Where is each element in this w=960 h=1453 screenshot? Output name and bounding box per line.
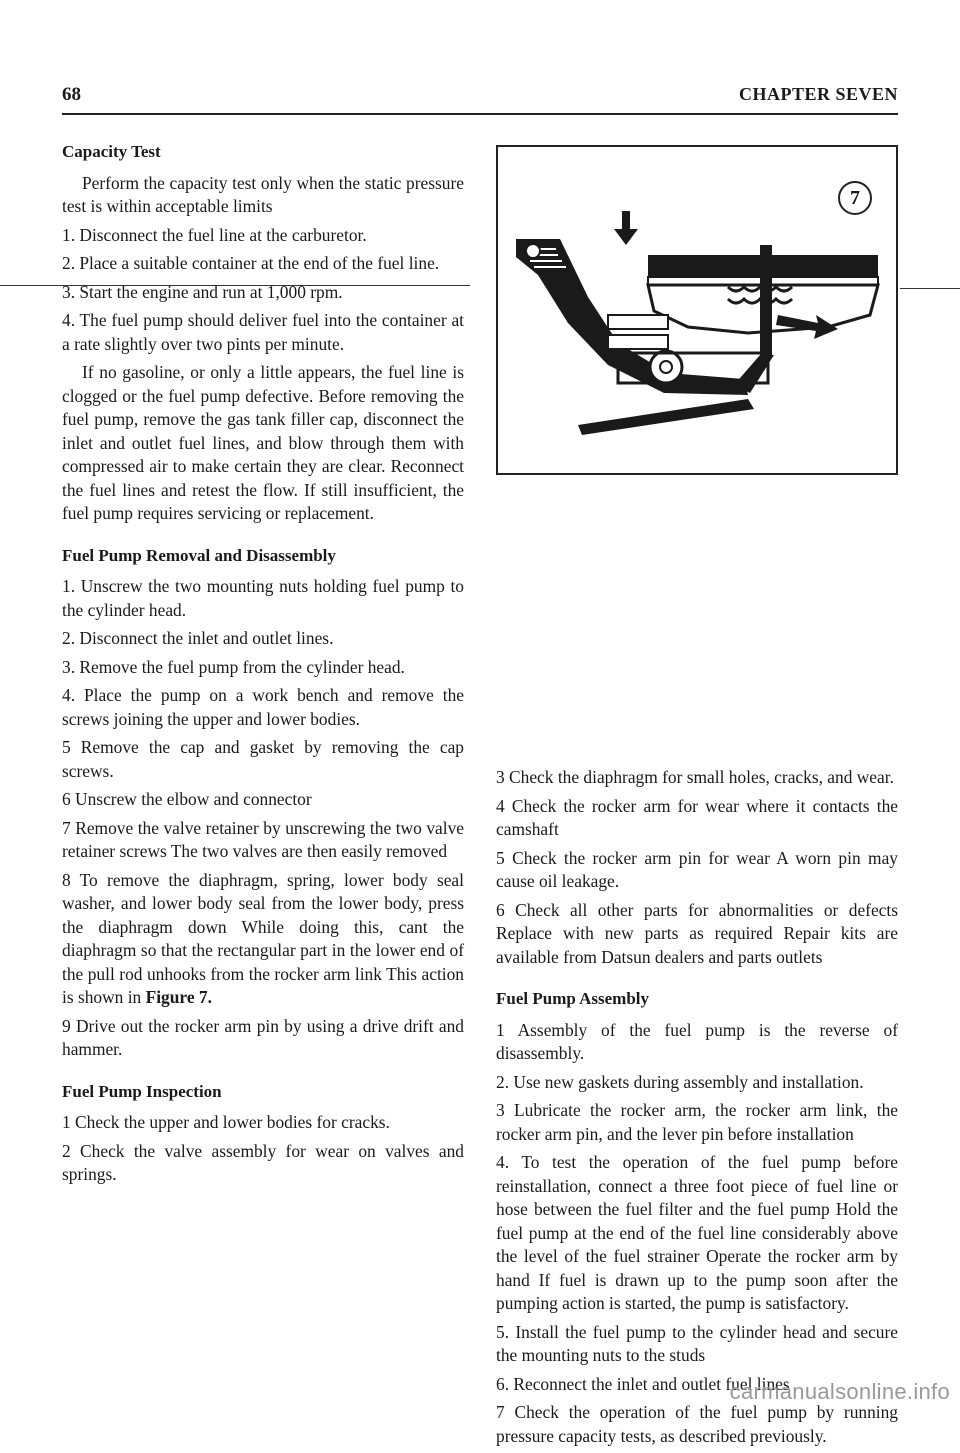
- left-column: [62, 140, 464, 1192]
- capacity-step: 4. The fuel pump should deliver fuel into the container at a rate slightly over two pints per minute.: [62, 310, 464, 354]
- figure-reference-link[interactable]: Figure 7.: [145, 987, 212, 1007]
- assembly-step: 6. Reconnect the inlet and outlet fuel lines: [496, 1373, 790, 1394]
- removal-step-with-ref: [62, 869, 464, 1010]
- capacity-step: 1. Disconnect the fuel line at the carburetor.: [62, 224, 367, 245]
- assembly-step: 5. Install the fuel pump to the cylinder head and secure the mounting nuts to the studs: [496, 1321, 898, 1365]
- fuel-pump-illustration: [498, 147, 896, 473]
- inspection-step: 2 Check the valve assembly for wear on valves and springs.: [62, 1140, 464, 1184]
- inspection-step: 6 Check all other parts for abnormalities or defects Replace with new parts as required Repair kits are available from Datsun dealers and parts outlets: [496, 899, 898, 967]
- scan-artifact-line: [900, 288, 960, 289]
- page-header: [62, 84, 898, 114]
- removal-step: 4. Place the pump on a work bench and remove the screws joining the upper and lower bodies.: [62, 685, 464, 729]
- removal-step: 6 Unscrew the elbow and connector: [62, 789, 312, 809]
- assembly-step: 3 Lubricate the rocker arm, the rocker arm link, the rocker arm pin, and the lever pin before installation: [496, 1100, 898, 1144]
- arrow-down-icon: [614, 211, 638, 245]
- inspection-step: 1 Check the upper and lower bodies for cracks.: [62, 1112, 390, 1132]
- watermark-text: carmanualsonline.info: [729, 1379, 950, 1404]
- section-heading-assembly: Fuel Pump Assembly: [496, 989, 650, 1008]
- removal-step: 7 Remove the valve retainer by unscrewing the two valve retainer screws The two valves are then easily removed: [62, 817, 464, 861]
- inspection-step: 3 Check the diaphragm for small holes, cracks, and wear.: [496, 767, 894, 787]
- capacity-step: 3. Start the engine and run at 1,000 rpm.: [62, 281, 343, 302]
- assembly-step: 7 Check the operation of the fuel pump by running pressure capacity tests, as described previously.: [496, 1402, 898, 1446]
- figure-number-badge: 7: [838, 181, 872, 215]
- removal-step: 3. Remove the fuel pump from the cylinder head.: [62, 656, 405, 677]
- capacity-test-intro: Perform the capacity test only when the static pressure test is within acceptable limits: [62, 172, 464, 216]
- inspection-section: [62, 1080, 464, 1187]
- section-heading-removal: Fuel Pump Removal and Disassembly: [62, 545, 336, 565]
- removal-step: 5 Remove the cap and gasket by removing the cap screws.: [62, 737, 464, 781]
- section-heading-inspection: Fuel Pump Inspection: [62, 1081, 222, 1101]
- capacity-step: 2. Place a suitable container at the end of the fuel line.: [62, 253, 440, 273]
- assembly-step: 1 Assembly of the fuel pump is the reverse of disassembly.: [496, 1019, 898, 1063]
- inspection-step: 4 Check the rocker arm for wear where it contacts the camshaft: [496, 795, 898, 839]
- figure-7-fuel-pump: [496, 145, 898, 475]
- header-rule: [62, 113, 898, 115]
- removal-step: 2. Disconnect the inlet and outlet lines.: [62, 628, 334, 648]
- assembly-step: 2. Use new gaskets during assembly and installation.: [496, 1071, 864, 1092]
- removal-step: 1. Unscrew the two mounting nuts holding fuel pump to the cylinder head.: [62, 576, 464, 620]
- right-column: [496, 766, 898, 1453]
- lever: [578, 399, 754, 435]
- removal-section: [62, 544, 464, 1062]
- assembly-step: 4. To test the operation of the fuel pump before reinstallation, connect a three foot piece of fuel line or hose between the fuel filter and the fuel pump Hold the fuel pump at the end of the fuel line considerably above the level of the fuel strainer Operate the rocker arm by hand If fuel is drawn up to the pump soon after the pumping action is started, the pump is satisfactory.: [496, 1152, 898, 1313]
- removal-step-text: 8 To remove the diaphragm, spring, lower body seal washer, and lower body seal from the lower body, press the diaphragm down While doing this, cant the diaphragm so that the rectangular part in the lower end of the pull rod unhooks from the rocker arm link This action is shown in: [62, 869, 464, 1007]
- section-heading-capacity-test: Capacity Test: [62, 142, 161, 161]
- removal-step: 9 Drive out the rocker arm pin by using a drive drift and hammer.: [62, 1015, 464, 1059]
- chapter-title: CHAPTER SEVEN: [738, 84, 898, 104]
- inspection-step: 5 Check the rocker arm pin for wear A worn pin may cause oil leakage.: [496, 847, 898, 891]
- pull-rod: [760, 245, 772, 355]
- page-number: 68: [62, 84, 81, 105]
- capacity-test-note: If no gasoline, or only a little appears, the fuel line is clogged or the fuel pump defective. Before removing the fuel pump, remove the gas tank filler cap, disconnect the inlet and outlet fuel lines, and blow through them with compressed air to make certain they are clear. Reconnect the fuel lines and retest the flow. If still insufficient, the fuel pump requires servicing or replacement.: [62, 362, 464, 523]
